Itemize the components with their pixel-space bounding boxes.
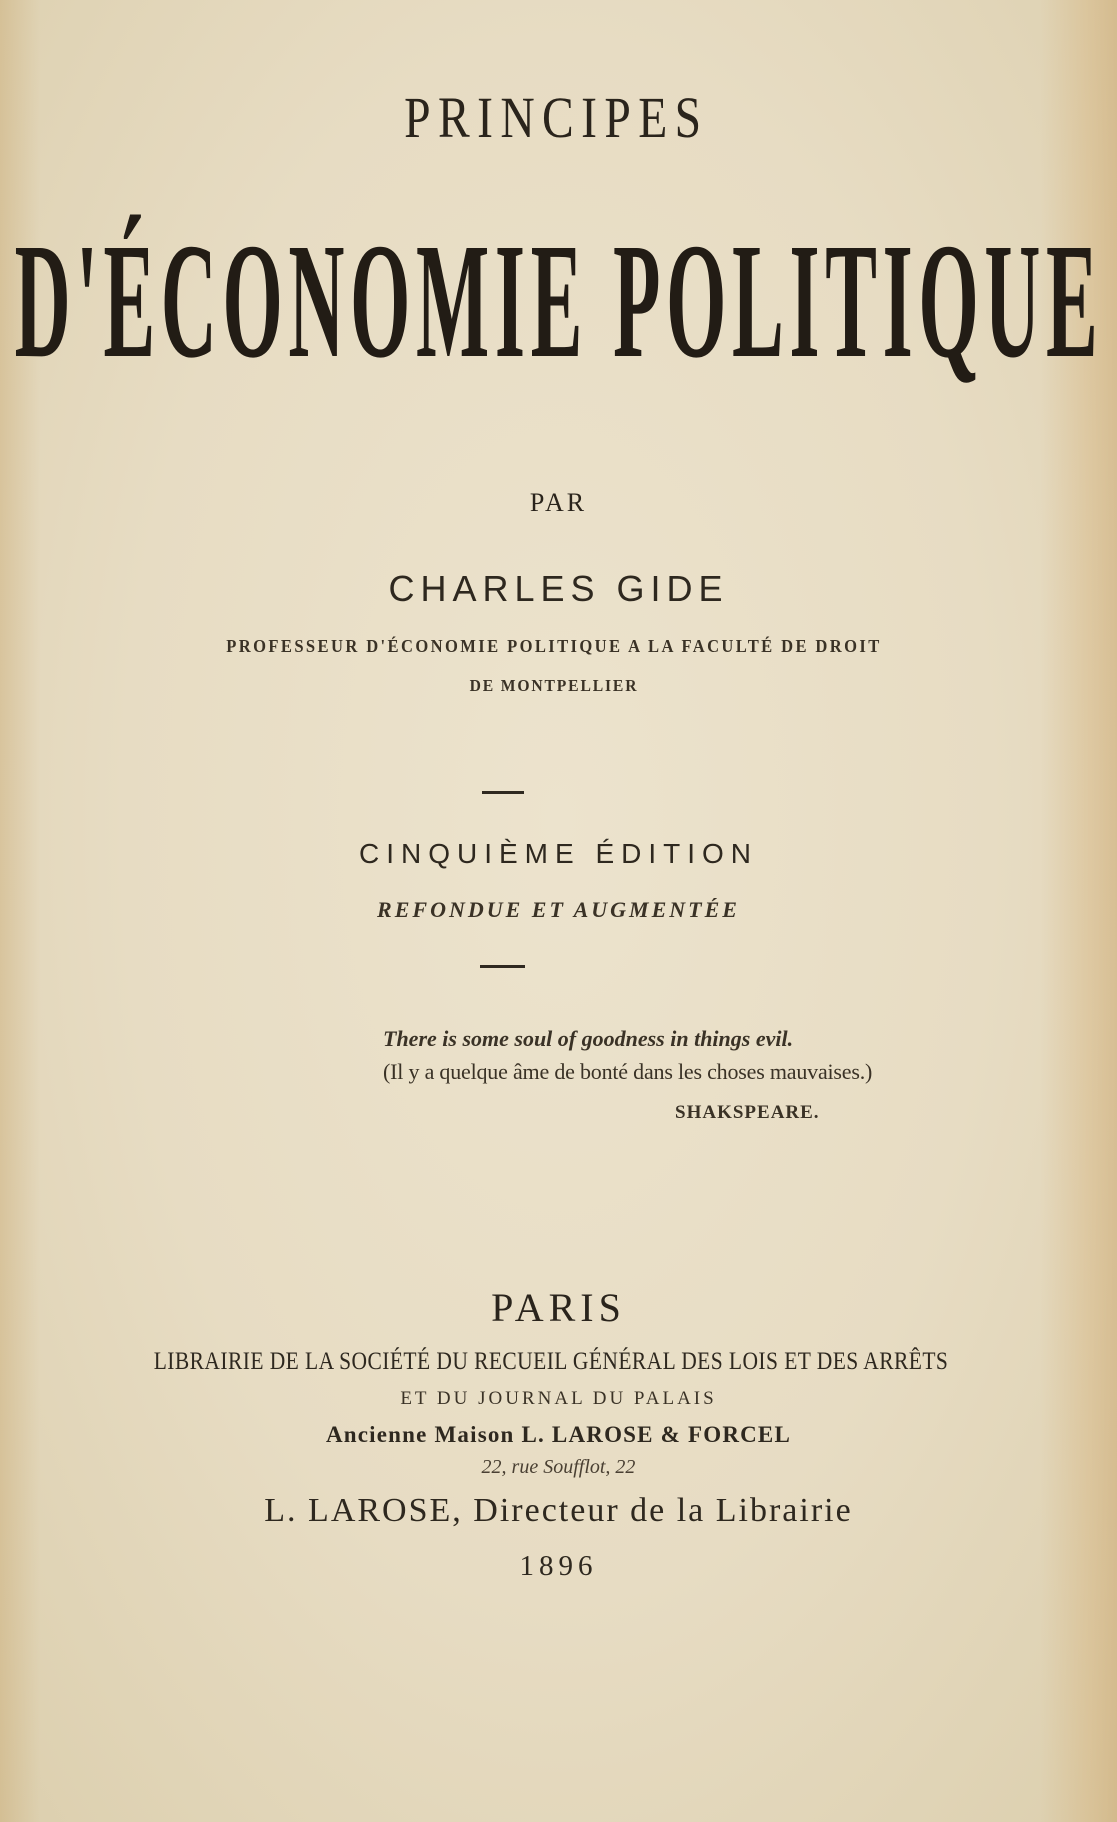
epigraph-quote-french: (Il y a quelque âme de bonté dans les choses mauvaises.) [383, 1059, 873, 1084]
publication-year: 1896 [519, 1550, 598, 1582]
main-title-container [0, 209, 1117, 392]
imprint-city: PARIS [491, 1285, 626, 1330]
publisher-director: L. LAROSE, Directeur de la Librairie [264, 1492, 853, 1529]
main-title: D'ÉCONOMIE POLITIQUE [14, 209, 1103, 392]
epigraph [383, 1026, 1003, 1123]
divider-rule [482, 791, 524, 794]
author-name: CHARLES GIDE [388, 568, 729, 609]
publisher-line3: Ancienne Maison L. LAROSE & FORCEL [325, 1422, 792, 1447]
author-title-line2: DE MONTPELLIER [469, 676, 639, 695]
pretitle: PRINCIPES [404, 85, 709, 150]
publisher-address: 22, rue Soufflot, 22 [481, 1456, 636, 1478]
edition: CINQUIÈME ÉDITION [358, 838, 758, 869]
byline-par: PAR [529, 488, 588, 517]
divider-rule [480, 965, 525, 968]
epigraph-attribution: SHAKSPEARE. [675, 1102, 820, 1123]
author-title-line1: PROFESSEUR D'ÉCONOMIE POLITIQUE A LA FACULTÉ DE DROIT [226, 636, 882, 656]
epigraph-quote-english: There is some soul of goodness in things evil. [383, 1026, 794, 1051]
publisher-line1: LIBRAIRIE DE LA SOCIÉTÉ DU RECUEIL GÉNÉRAL DES LOIS ET DES ARRÊTS [153, 1348, 949, 1375]
edition-note: REFONDUE ET AUGMENTÉE [377, 897, 740, 922]
publisher-line2: ET DU JOURNAL DU PALAIS [400, 1388, 717, 1409]
